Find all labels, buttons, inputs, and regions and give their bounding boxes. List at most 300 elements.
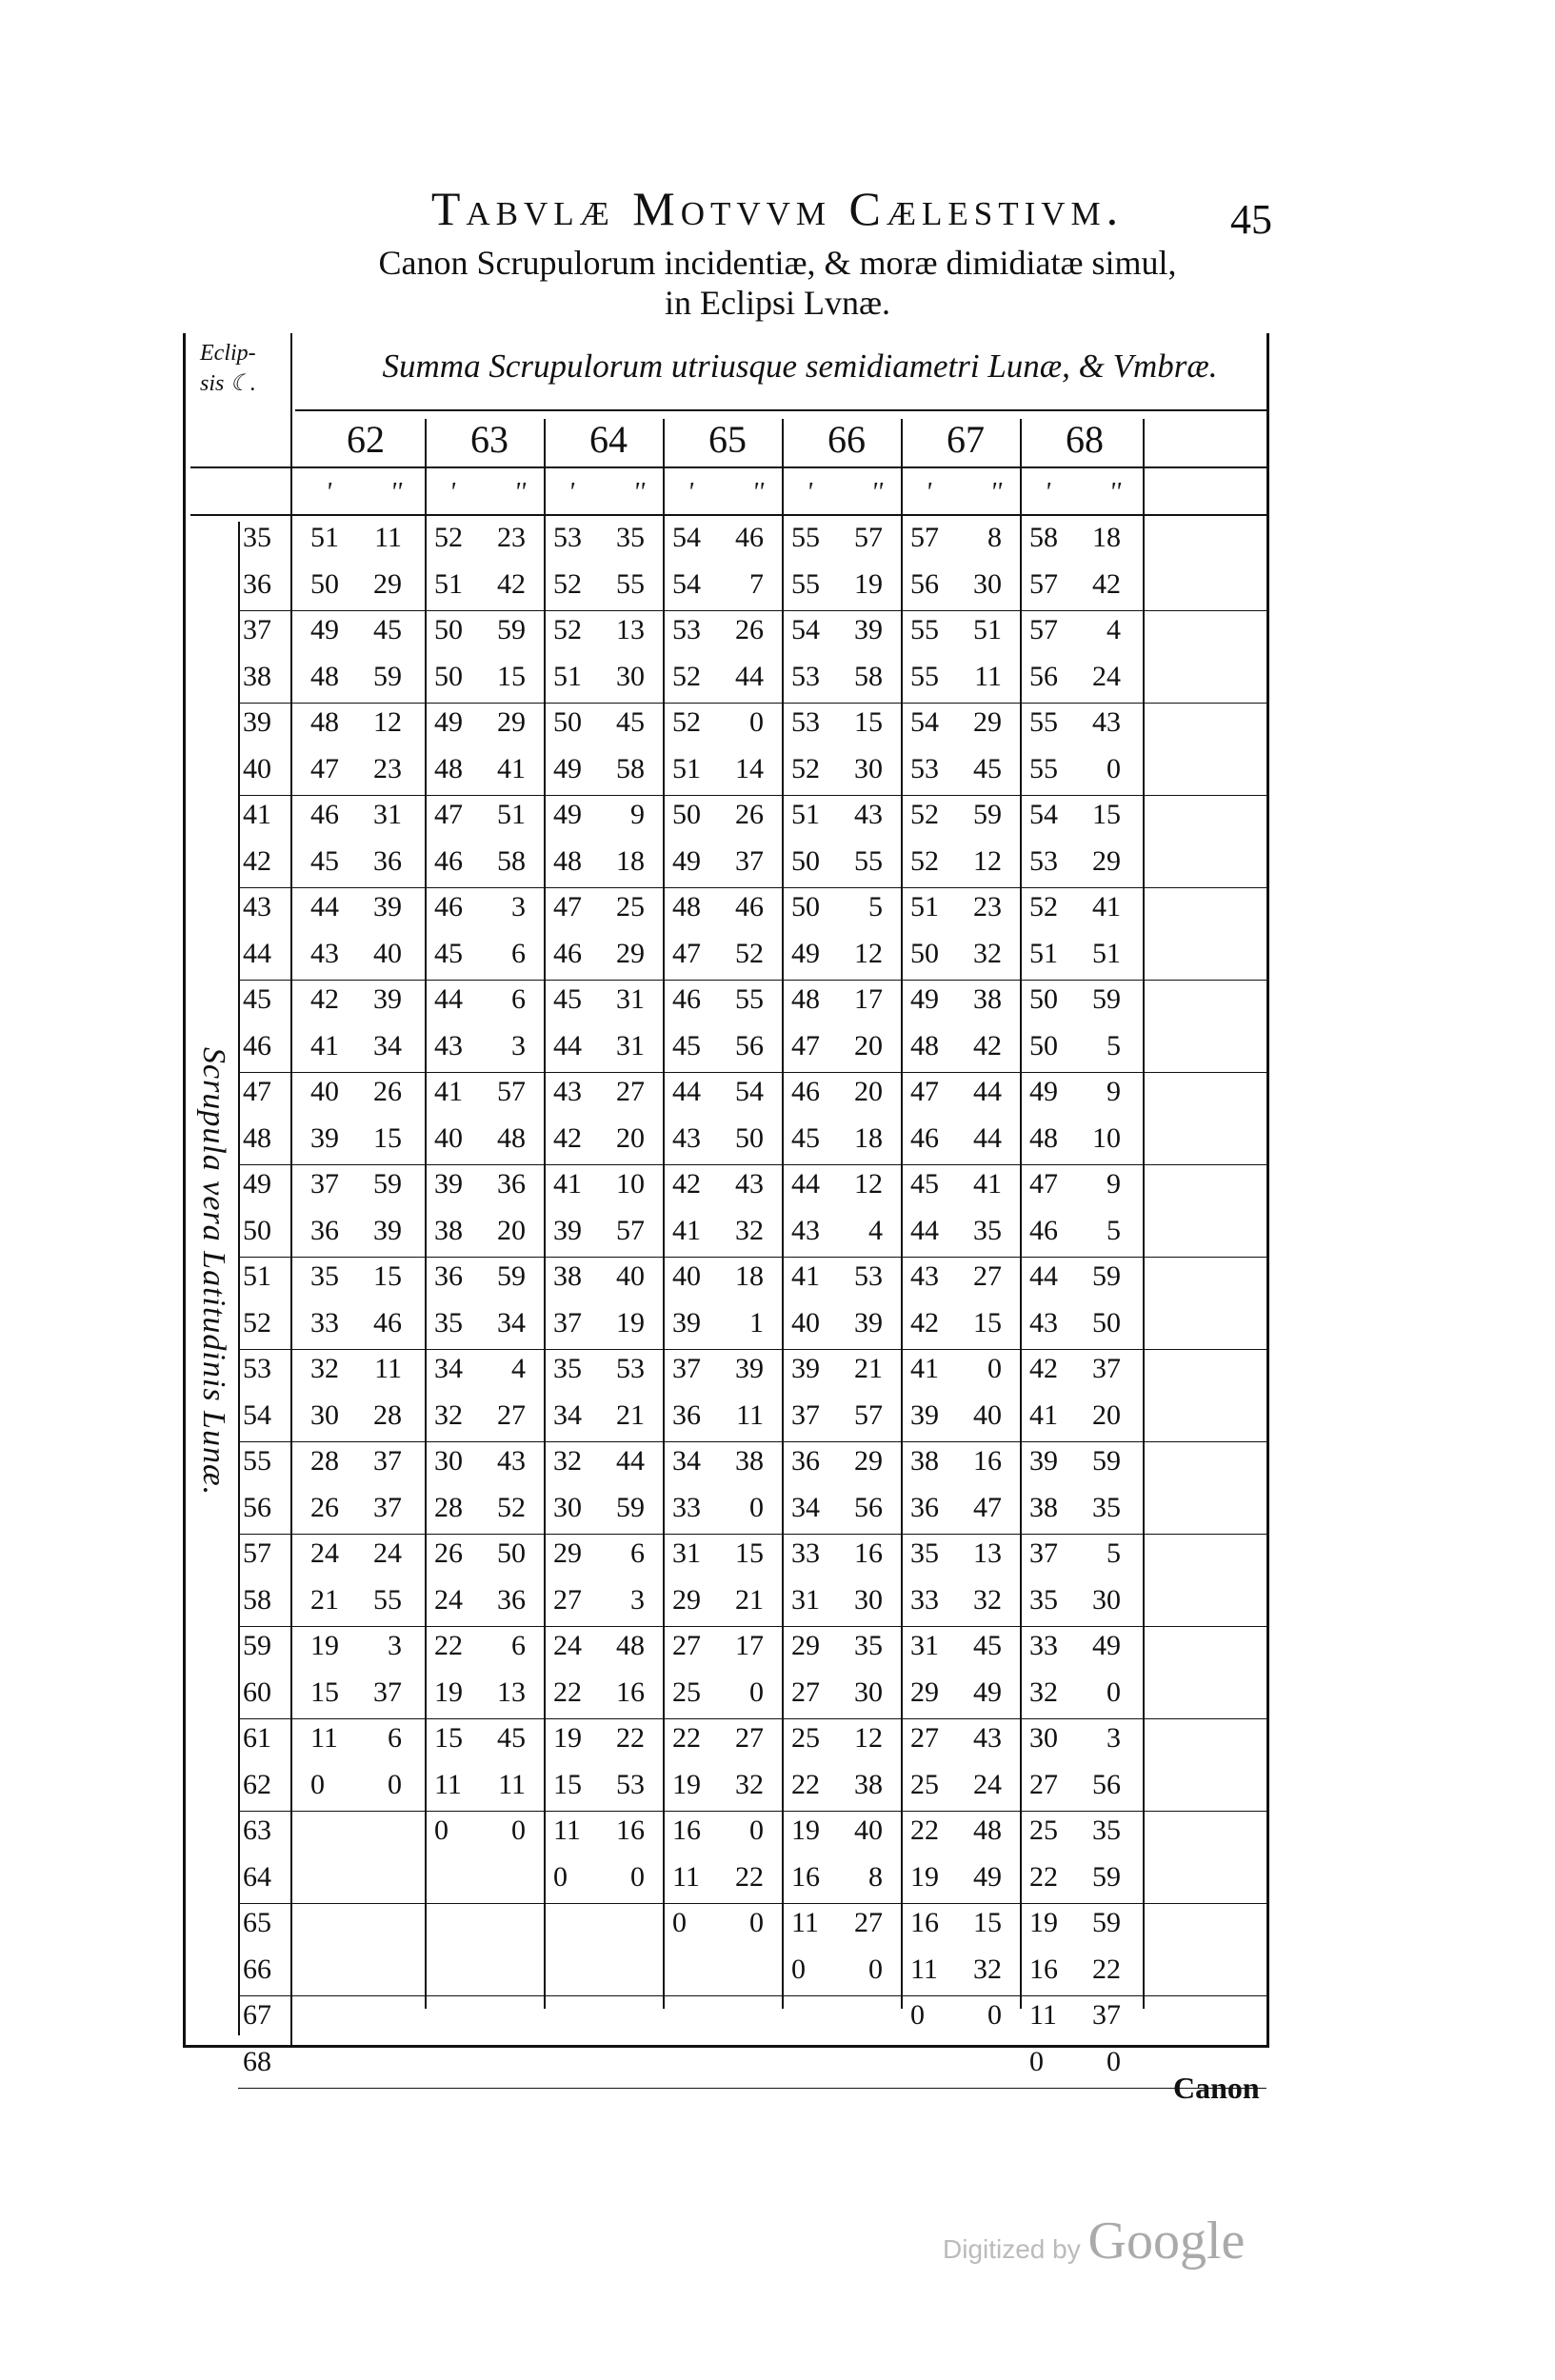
table-cell (910, 1537, 1002, 1570)
cell-minutes: 16 (910, 1907, 939, 1938)
table-cell (1029, 1215, 1121, 1247)
cell-minutes: 56 (1029, 660, 1058, 692)
cell-seconds: 45 (973, 752, 1002, 784)
cell-minutes: 52 (910, 844, 939, 877)
cell-seconds: 19 (616, 1306, 645, 1339)
cell-minutes: 36 (672, 1398, 701, 1431)
table-cell (910, 1353, 1002, 1385)
cell-minutes: 29 (910, 1676, 939, 1708)
cell-minutes: 11 (910, 1953, 938, 1985)
cell-seconds: 20 (616, 1121, 645, 1154)
latitude-value: 59 (243, 1630, 271, 1661)
eclipse-header-line2: sis ☾. (200, 371, 256, 397)
cell-minutes: 27 (553, 1583, 582, 1616)
table-cell (553, 1769, 645, 1801)
table-cell (1029, 661, 1121, 693)
cell-minutes: 22 (910, 1815, 939, 1846)
cell-minutes: 36 (910, 1491, 939, 1523)
cell-seconds: 53 (854, 1260, 883, 1292)
table-cell (910, 1307, 1002, 1339)
cell-minutes: 48 (434, 752, 463, 784)
table-cell (434, 1353, 526, 1385)
cell-seconds: 55 (373, 1583, 402, 1616)
cell-minutes: 49 (434, 706, 463, 738)
cell-seconds: 38 (973, 983, 1002, 1015)
cell-minutes: 0 (672, 1907, 687, 1938)
table-cell (434, 1537, 526, 1570)
cell-minutes: 0 (791, 1953, 806, 1985)
table-cell (1029, 1630, 1121, 1662)
table-cell (553, 1307, 645, 1339)
cell-seconds: 57 (497, 1076, 526, 1107)
cell-seconds: 26 (373, 1076, 402, 1107)
cell-minutes: 44 (1029, 1260, 1058, 1292)
cell-minutes: 55 (791, 567, 820, 600)
table-cell (553, 799, 645, 831)
cell-seconds: 15 (854, 706, 883, 738)
cell-minutes: 28 (310, 1445, 339, 1477)
cell-seconds: 0 (749, 1815, 764, 1846)
table-cell (672, 1630, 764, 1662)
cell-seconds: 10 (1092, 1121, 1121, 1154)
cell-seconds: 52 (735, 937, 764, 969)
table-cell (310, 938, 402, 970)
table-cell (910, 1861, 1002, 1894)
cell-minutes: 50 (434, 614, 463, 645)
table-cell (910, 568, 1002, 601)
cell-seconds: 25 (616, 891, 645, 922)
cell-minutes: 45 (672, 1029, 701, 1061)
cell-seconds: 24 (973, 1768, 1002, 1800)
cell-minutes: 31 (791, 1583, 820, 1616)
table-cell (1029, 1999, 1121, 2032)
table-cell (310, 1445, 402, 1478)
cell-seconds: 16 (616, 1815, 645, 1846)
latitude-value: 60 (243, 1676, 271, 1708)
table-cell (1029, 522, 1121, 554)
cell-minutes: 29 (791, 1630, 820, 1661)
cell-seconds: 6 (630, 1537, 645, 1569)
table-cell (791, 522, 883, 554)
cell-minutes: 49 (910, 983, 939, 1015)
cell-minutes: 50 (1029, 1029, 1058, 1061)
column-divider (1020, 419, 1022, 2009)
cell-seconds: 18 (735, 1260, 764, 1292)
table-cell (910, 1260, 1002, 1293)
table-cell (1029, 938, 1121, 970)
table-cell (434, 799, 526, 831)
cell-minutes: 42 (910, 1306, 939, 1339)
cell-seconds: 11 (374, 1353, 402, 1384)
cell-minutes: 57 (910, 522, 939, 553)
table-cell (672, 522, 764, 554)
table-cell (672, 1861, 764, 1894)
cell-minutes: 53 (672, 614, 701, 645)
cell-minutes: 11 (791, 1907, 819, 1938)
table-cell (434, 1260, 526, 1293)
table-cell (791, 1861, 883, 1894)
cell-seconds: 16 (616, 1676, 645, 1708)
cell-minutes: 46 (791, 1076, 820, 1107)
table-cell (791, 568, 883, 601)
table-cell (434, 1676, 526, 1709)
cell-seconds: 29 (373, 567, 402, 600)
table-cell (910, 1445, 1002, 1478)
cell-minutes: 50 (791, 891, 820, 922)
cell-minutes: 19 (310, 1630, 339, 1661)
cell-minutes: 49 (553, 799, 582, 830)
unit-seconds: '' (633, 478, 645, 507)
cell-seconds: 29 (1092, 844, 1121, 877)
cell-minutes: 43 (310, 937, 339, 969)
table-cell (553, 522, 645, 554)
cell-seconds: 50 (735, 1121, 764, 1154)
cell-seconds: 41 (497, 752, 526, 784)
table-cell (791, 1584, 883, 1616)
cell-seconds: 0 (868, 1953, 883, 1985)
header-rule-mid (190, 466, 1266, 468)
cell-minutes: 45 (310, 844, 339, 877)
cell-seconds: 14 (735, 752, 764, 784)
column-divider (544, 419, 546, 2009)
cell-minutes: 35 (1029, 1583, 1058, 1616)
cell-seconds: 45 (616, 706, 645, 738)
cell-minutes: 49 (791, 937, 820, 969)
table-cell (791, 1307, 883, 1339)
unit-minutes: ' (326, 478, 331, 507)
cell-minutes: 29 (553, 1537, 582, 1569)
table-cell (672, 1907, 764, 1939)
table-cell (672, 753, 764, 785)
cell-minutes: 32 (553, 1445, 582, 1477)
cell-seconds: 9 (1106, 1076, 1121, 1107)
cell-minutes: 22 (434, 1630, 463, 1661)
cell-minutes: 41 (672, 1214, 701, 1246)
table-cell (310, 614, 402, 646)
table-cell (1029, 2046, 1121, 2078)
cell-minutes: 44 (672, 1076, 701, 1107)
cell-minutes: 11 (553, 1815, 581, 1846)
row-group-rule (238, 1257, 1266, 1258)
cell-seconds: 45 (373, 614, 402, 645)
table-cell (910, 1954, 1002, 1986)
cell-minutes: 52 (553, 567, 582, 600)
cell-seconds: 26 (735, 614, 764, 645)
cell-seconds: 9 (1106, 1168, 1121, 1200)
cell-seconds: 40 (854, 1815, 883, 1846)
cell-seconds: 16 (854, 1537, 883, 1569)
cell-seconds: 11 (974, 660, 1002, 692)
table-cell (672, 1815, 764, 1847)
table-cell (791, 1260, 883, 1293)
cell-minutes: 44 (553, 1029, 582, 1061)
cell-seconds: 36 (497, 1583, 526, 1616)
cell-seconds: 21 (616, 1398, 645, 1431)
cell-seconds: 15 (973, 1907, 1002, 1938)
cell-seconds: 58 (497, 844, 526, 877)
cell-minutes: 54 (791, 614, 820, 645)
cell-seconds: 30 (854, 752, 883, 784)
cell-minutes: 31 (910, 1630, 939, 1661)
row-group-rule (238, 1718, 1266, 1719)
cell-seconds: 39 (373, 1214, 402, 1246)
cell-seconds: 12 (854, 1722, 883, 1754)
row-group-rule (238, 795, 1266, 796)
table-cell (1029, 1537, 1121, 1570)
table-cell (791, 1215, 883, 1247)
cell-seconds: 3 (511, 891, 526, 922)
cell-minutes: 50 (791, 844, 820, 877)
table-cell (1029, 1676, 1121, 1709)
cell-seconds: 49 (1092, 1630, 1121, 1661)
eclipse-header-line1: Eclip- (200, 341, 256, 366)
table-cell (434, 1445, 526, 1478)
column-header: 64 (589, 418, 628, 461)
cell-minutes: 34 (791, 1491, 820, 1523)
table-cell (553, 706, 645, 739)
column-header: 68 (1066, 418, 1104, 461)
cell-minutes: 53 (1029, 844, 1058, 877)
cell-minutes: 45 (553, 983, 582, 1015)
table-cell (1029, 1307, 1121, 1339)
cell-minutes: 49 (310, 614, 339, 645)
table-cell (434, 845, 526, 878)
table-cell (310, 891, 402, 923)
cell-seconds: 57 (854, 522, 883, 553)
cell-seconds: 32 (973, 937, 1002, 969)
cell-seconds: 43 (854, 799, 883, 830)
table-cell (434, 1215, 526, 1247)
table-cell (310, 753, 402, 785)
table-cell (1029, 614, 1121, 646)
sum-header: Summa Scrupulorum utriusque semidiametri Lunæ, & Vmbræ. (382, 347, 1218, 385)
cell-seconds: 22 (735, 1860, 764, 1893)
table-cell (910, 799, 1002, 831)
table-cell (553, 1215, 645, 1247)
table-cell (672, 983, 764, 1016)
cell-minutes: 48 (791, 983, 820, 1015)
cell-seconds: 11 (736, 1398, 764, 1431)
table-cell (310, 1353, 402, 1385)
table-cell (672, 1168, 764, 1200)
cell-minutes: 24 (553, 1630, 582, 1661)
cell-seconds: 3 (511, 1029, 526, 1061)
cell-seconds: 59 (1092, 1445, 1121, 1477)
latitude-value: 57 (243, 1537, 271, 1569)
column-divider (663, 419, 665, 2009)
cell-seconds: 40 (616, 1260, 645, 1292)
cell-minutes: 47 (310, 752, 339, 784)
cell-minutes: 48 (672, 891, 701, 922)
cell-seconds: 30 (616, 660, 645, 692)
cell-seconds: 15 (735, 1537, 764, 1569)
cell-seconds: 0 (1106, 2045, 1121, 2077)
table-cell (310, 661, 402, 693)
table-cell (672, 661, 764, 693)
cell-seconds: 31 (616, 1029, 645, 1061)
cell-minutes: 51 (434, 567, 463, 600)
cell-seconds: 39 (373, 891, 402, 922)
cell-minutes: 54 (910, 706, 939, 738)
latitude-value: 38 (243, 660, 271, 692)
cell-minutes: 41 (434, 1076, 463, 1107)
table-cell (434, 614, 526, 646)
cell-seconds: 49 (973, 1676, 1002, 1708)
cell-minutes: 41 (553, 1168, 582, 1200)
cell-minutes: 51 (310, 522, 339, 553)
latitude-value: 67 (243, 1999, 271, 2031)
cell-seconds: 20 (854, 1076, 883, 1107)
table-cell (910, 1907, 1002, 1939)
cell-seconds: 44 (616, 1445, 645, 1477)
cell-minutes: 46 (672, 983, 701, 1015)
cell-minutes: 27 (791, 1676, 820, 1708)
cell-seconds: 49 (973, 1860, 1002, 1893)
cell-seconds: 11 (498, 1768, 526, 1800)
table-cell (553, 568, 645, 601)
latitude-value: 58 (243, 1583, 271, 1616)
table-cell (791, 661, 883, 693)
table-cell (672, 1492, 764, 1524)
cell-minutes: 33 (791, 1537, 820, 1569)
cell-seconds: 19 (854, 567, 883, 600)
cell-minutes: 16 (672, 1815, 701, 1846)
cell-minutes: 39 (1029, 1445, 1058, 1477)
cell-minutes: 40 (791, 1306, 820, 1339)
table-cell (791, 1076, 883, 1108)
table-cell (672, 1307, 764, 1339)
unit-seconds: '' (752, 478, 764, 507)
table-cell (553, 1676, 645, 1709)
cell-minutes: 54 (672, 567, 701, 600)
row-group-rule (238, 1534, 1266, 1535)
table-cell (553, 1815, 645, 1847)
cell-seconds: 29 (616, 937, 645, 969)
row-group-rule (238, 703, 1266, 704)
cell-minutes: 21 (310, 1583, 339, 1616)
cell-seconds: 31 (616, 983, 645, 1015)
table-cell (1029, 753, 1121, 785)
cell-minutes: 43 (434, 1029, 463, 1061)
table-cell (910, 661, 1002, 693)
latitude-value: 49 (243, 1168, 271, 1200)
cell-minutes: 11 (1029, 1999, 1057, 2031)
cell-seconds: 27 (973, 1260, 1002, 1292)
table-cell (672, 1076, 764, 1108)
row-group-rule (238, 1441, 1266, 1442)
cell-seconds: 15 (373, 1121, 402, 1154)
latitude-value: 44 (243, 937, 271, 969)
cell-minutes: 47 (910, 1076, 939, 1107)
table-cell (791, 1722, 883, 1755)
cell-seconds: 37 (1092, 1353, 1121, 1384)
latitude-value: 64 (243, 1860, 271, 1893)
cell-minutes: 32 (1029, 1676, 1058, 1708)
table-cell (434, 1307, 526, 1339)
table-cell (791, 1030, 883, 1062)
cell-seconds: 43 (1092, 706, 1121, 738)
cell-seconds: 5 (1106, 1214, 1121, 1246)
cell-minutes: 34 (553, 1398, 582, 1431)
latitude-value: 35 (243, 522, 271, 553)
cell-seconds: 47 (973, 1491, 1002, 1523)
digitized-watermark (943, 2211, 1245, 2271)
cell-seconds: 30 (1092, 1583, 1121, 1616)
table-cell (1029, 1168, 1121, 1200)
cell-minutes: 44 (434, 983, 463, 1015)
cell-minutes: 26 (434, 1537, 463, 1569)
cell-seconds: 56 (1092, 1768, 1121, 1800)
cell-minutes: 55 (910, 660, 939, 692)
cell-seconds: 27 (735, 1722, 764, 1754)
cell-seconds: 27 (854, 1907, 883, 1938)
table-cell (672, 1769, 764, 1801)
cell-minutes: 37 (672, 1353, 701, 1384)
cell-minutes: 35 (553, 1353, 582, 1384)
table-cell (553, 753, 645, 785)
cell-minutes: 22 (672, 1722, 701, 1754)
table-cell (791, 1907, 883, 1939)
cell-minutes: 50 (553, 706, 582, 738)
cell-seconds: 13 (497, 1676, 526, 1708)
cell-seconds: 53 (616, 1768, 645, 1800)
table-cell (1029, 568, 1121, 601)
cell-minutes: 46 (1029, 1214, 1058, 1246)
latitude-value: 42 (243, 844, 271, 877)
cell-minutes: 45 (434, 937, 463, 969)
row-group-rule (238, 1072, 1266, 1073)
table-cell (553, 1168, 645, 1200)
table-cell (553, 1722, 645, 1755)
cell-minutes: 48 (310, 706, 339, 738)
table-cell (672, 938, 764, 970)
row-group-rule (238, 1164, 1266, 1165)
cell-seconds: 32 (973, 1583, 1002, 1616)
cell-minutes: 11 (434, 1768, 462, 1800)
table-cell (553, 1122, 645, 1155)
cell-seconds: 28 (373, 1398, 402, 1431)
table-cell (553, 661, 645, 693)
cell-minutes: 46 (910, 1121, 939, 1154)
column-header: 66 (827, 418, 866, 461)
table-cell (310, 1307, 402, 1339)
table-cell (553, 1399, 645, 1432)
table-cell (910, 1399, 1002, 1432)
cell-seconds: 58 (616, 752, 645, 784)
cell-minutes: 48 (553, 844, 582, 877)
table-cell (672, 1537, 764, 1570)
cell-seconds: 0 (749, 1491, 764, 1523)
table-cell (310, 1168, 402, 1200)
table-cell (791, 938, 883, 970)
table-cell (553, 1492, 645, 1524)
row-group-rule (238, 1811, 1266, 1812)
cell-minutes: 43 (672, 1121, 701, 1154)
cell-seconds: 17 (735, 1630, 764, 1661)
cell-seconds: 22 (616, 1722, 645, 1754)
table-cell (910, 1676, 1002, 1709)
cell-seconds: 32 (735, 1214, 764, 1246)
table-cell (1029, 1076, 1121, 1108)
cell-minutes: 22 (791, 1768, 820, 1800)
cell-minutes: 0 (434, 1815, 449, 1846)
column-divider (901, 419, 903, 2009)
table-cell (791, 845, 883, 878)
unit-seconds: '' (990, 478, 1002, 507)
table-cell (434, 1492, 526, 1524)
table-cell (310, 1630, 402, 1662)
cell-minutes: 48 (910, 1029, 939, 1061)
